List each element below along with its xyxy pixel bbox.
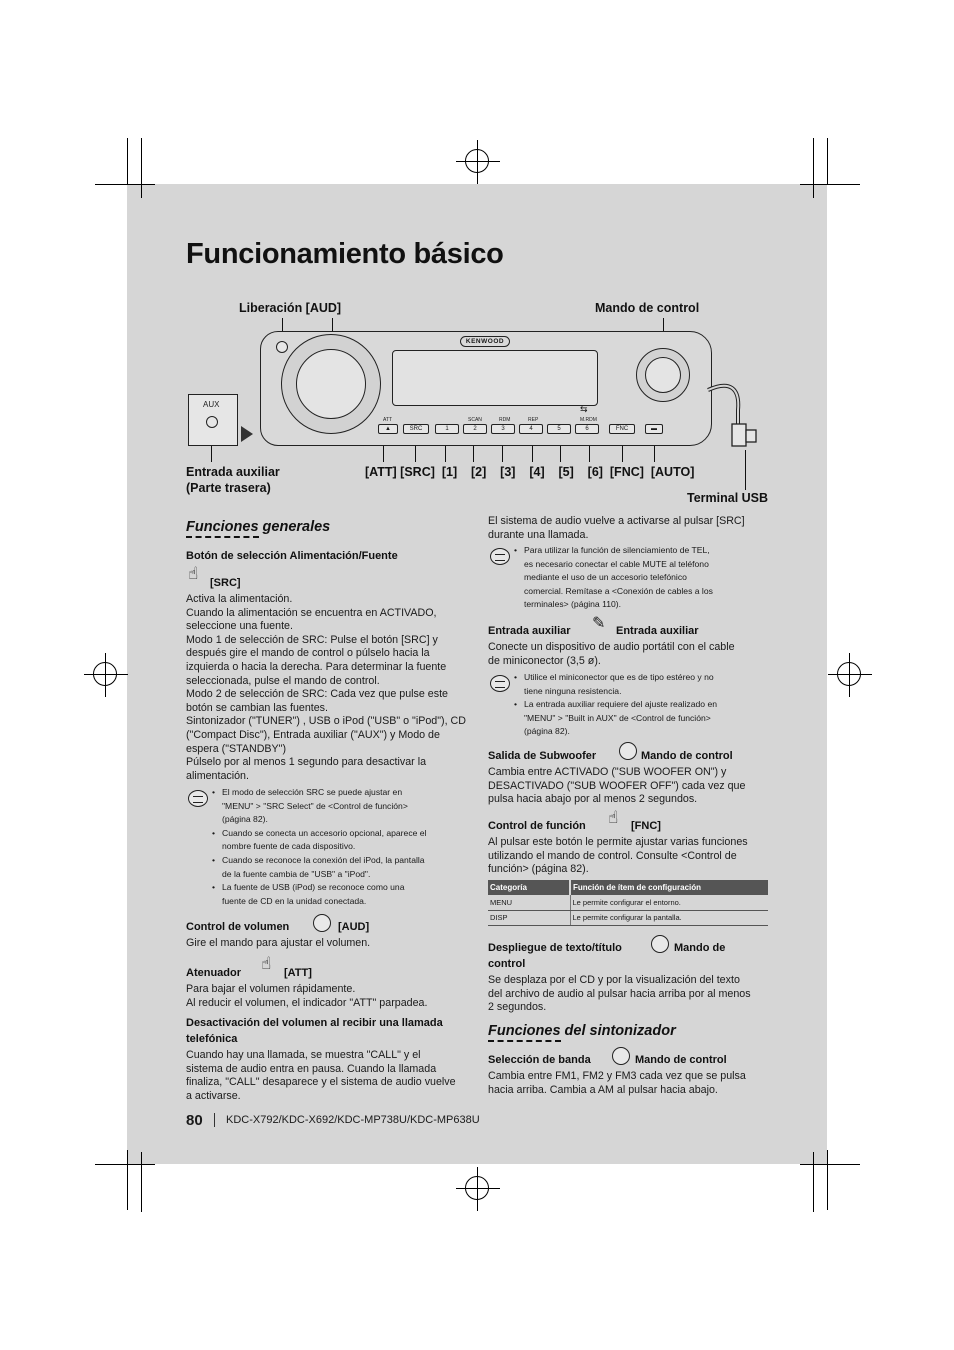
aux-jack-icon (206, 416, 218, 428)
subwoofer-key: Mando de control (641, 750, 733, 762)
aux-line: de miniconector (3,5 ø). (488, 654, 601, 667)
table-cell: MENU (488, 895, 570, 910)
scan-caption: SCAN (468, 417, 482, 423)
note-line: "MENU" > "SRC Select" de <Control de función> (222, 800, 408, 811)
scroll-heading: Despliegue de texto/título (488, 942, 622, 954)
registration-mark-icon (93, 662, 117, 686)
subwoofer-heading: Salida de Subwoofer (488, 750, 597, 762)
src-line: seleccione una fuente. (186, 620, 293, 633)
control-knob-center (645, 357, 681, 393)
note-line: "MENU" > "Built in AUX" de <Control de función> (524, 712, 711, 723)
src-line: Púlselo por al menos 1 segundo para desactivar la (186, 756, 427, 769)
volume-key: [AUD] (338, 921, 370, 933)
label-buttons: [ATT] [SRC] [1] [2] [3] [4] [5] [6] [FNC] [AUTO] (365, 465, 695, 479)
call-cont-line: El sistema de audio vuelve a activarse al pulsar [SRC] (488, 515, 745, 527)
tel-note (514, 544, 713, 612)
note-line: tiene ninguna resistencia. (524, 685, 622, 696)
aux-cable-icon: ✎ (592, 613, 606, 632)
src-line: izquierda o hacia la derecha. Para determinar la fuente (186, 660, 447, 673)
note-line: de la fuente cambia de "USB" a "iPod". (222, 868, 371, 879)
src-line: ("Compact Disc"), Entrada auxiliar ("AUX") y Modo de (186, 728, 440, 741)
att-button: ▲ (378, 424, 398, 434)
note-line: fuente de CD en la unidad conectada. (222, 895, 367, 906)
note-line: nombre fuente de cada dispositivo. (222, 841, 356, 852)
crop-mark (800, 184, 860, 185)
aux-box-label: AUX (203, 400, 220, 409)
sub-line: DESACTIVADO ("SUB WOOFER OFF") cada vez que (488, 779, 746, 792)
call-cont-line: durante una llamada. (488, 528, 589, 541)
section-title-rest: del sintonizador (560, 1023, 676, 1039)
crop-mark (95, 184, 155, 185)
src-line: seleccionada, pulse el mando de control. (186, 674, 380, 687)
footer-divider (214, 1113, 215, 1127)
note-line: • La entrada auxiliar requiere del ajuste realizado en (524, 699, 718, 710)
label-release-aud: Liberación [AUD] (239, 301, 342, 315)
att-caption: ATT (383, 417, 393, 423)
control-knob-icon (612, 1047, 630, 1065)
note-icon (490, 548, 510, 565)
call-line: a activarse. (186, 1089, 241, 1102)
crop-mark (813, 1152, 814, 1212)
subwoofer-description (488, 766, 745, 807)
note-line: • El modo de selección SRC se puede ajustar en (222, 787, 403, 797)
call-line: sistema de audio entra en pausa. Cuando la llamada (186, 1062, 437, 1075)
note-item (514, 671, 717, 698)
section-title-general (186, 519, 330, 535)
scroll-line: Se desplaza por el CD y por la visualización del texto (488, 974, 740, 986)
crop-mark (827, 1150, 828, 1210)
label-usb-terminal: Terminal USB (687, 491, 769, 505)
att-line: Para bajar el volumen rápidamente. (186, 983, 356, 995)
fnc-line: utilizando el mando de control. Consulte <Control de (488, 849, 737, 862)
scroll-line: del archivo de audio al pulsar hacia arriba por al menos (488, 987, 751, 1000)
note-line: es necesario conectar el cable MUTE al teléfono (524, 558, 709, 569)
preset-1-button: 1 (435, 424, 459, 434)
model-numbers: KDC-X792/KDC-X692/KDC-MP738U/KDC-MP638U (226, 1114, 480, 1126)
table-cell: Le permite configurar el entorno. (570, 895, 768, 910)
note-line: terminales> (página 110). (524, 599, 622, 610)
src-line: Cuando la alimentación se encuentra en ACTIVADO, (186, 606, 437, 619)
crop-mark (827, 138, 828, 184)
aux-line: Conecte un dispositivo de audio portátil con el cable (488, 641, 735, 653)
call-line: Cuando hay una llamada, se muestra "CALL" y el (186, 1049, 421, 1061)
note-icon (490, 675, 510, 692)
crop-mark (141, 138, 142, 198)
press-button-icon: ☝ (261, 954, 272, 974)
note-line: • Para utilizar la función de silenciamiento de TEL, (524, 545, 710, 555)
control-knob-icon (619, 742, 637, 760)
page-title: Funcionamiento básico (186, 238, 504, 270)
volume-description: Gire el mando para ajustar el volumen. (186, 937, 371, 949)
note-item (212, 827, 426, 854)
crop-mark (800, 1164, 860, 1165)
preset-3-button: 3 (491, 424, 515, 434)
control-knob-icon (651, 935, 669, 953)
call-line: finaliza, "CALL" desaparece y el sistema de audio vuelve (186, 1076, 456, 1089)
arrow-icon (241, 426, 253, 442)
aux-notes (514, 671, 717, 739)
crop-mark (127, 138, 128, 184)
label-control-knob: Mando de control (595, 301, 700, 315)
src-button: SRC (403, 424, 429, 434)
src-line: Activa la alimentación. (186, 593, 293, 605)
brand-logo: KENWOOD (460, 336, 510, 347)
fnc-line: función> (página 82). (488, 863, 589, 876)
scroll-heading-cont: control (488, 958, 526, 970)
note-item (514, 698, 717, 739)
note-line: • La fuente de USB (iPod) se reconoce como una (222, 882, 405, 893)
crop-mark (127, 1150, 128, 1210)
volume-heading: Control de volumen (186, 921, 290, 933)
volume-knob-center (296, 349, 366, 419)
call-heading-cont: telefónica (186, 1033, 238, 1045)
fnc-heading: Control de función (488, 820, 586, 832)
sub-line: pulsa hacia abajo por al menos 2 segundos. (488, 793, 698, 806)
band-line: Cambia entre FM1, FM2 y FM3 cada vez que se pulsa (488, 1070, 746, 1082)
crop-mark (141, 1152, 142, 1212)
band-key: Mando de control (635, 1054, 727, 1066)
display-panel (392, 350, 598, 406)
section-title-word: Funciones (488, 1023, 561, 1042)
src-description (186, 593, 466, 783)
aux-input-illustration (188, 394, 238, 446)
src-heading: Botón de selección Alimentación/Fuente (186, 550, 398, 562)
scroll-line: 2 segundos. (488, 1001, 547, 1014)
call-continued (488, 515, 745, 542)
note-item (212, 786, 426, 827)
src-line: después gire el mando de control o púlselo hacia la (186, 647, 430, 660)
src-line: Modo 2 de selección de SRC: Cada vez que pulse este (186, 688, 449, 701)
aux-heading: Entrada auxiliar (488, 625, 571, 637)
att-heading: Atenuador (186, 967, 241, 979)
preset-5-button: 5 (547, 424, 571, 434)
att-line: Al reducir el volumen, el indicador "ATT" parpadea. (186, 996, 428, 1009)
band-description (488, 1070, 746, 1097)
fnc-line: Al pulsar este botón le permite ajustar varias funciones (488, 836, 748, 848)
table-header: Categoría (488, 880, 570, 895)
release-button (276, 341, 288, 353)
registration-mark-icon (465, 149, 489, 173)
src-notes (212, 786, 426, 908)
call-description (186, 1049, 456, 1103)
src-line: botón se cambian las fuentes. (186, 701, 328, 714)
scroll-description (488, 974, 751, 1015)
crop-mark (813, 138, 814, 198)
note-line: • Cuando se conecta un accesorio opcional, aparece el (222, 827, 427, 838)
src-line: Modo 1 de selección de SRC: Pulse el botón [SRC] y (186, 633, 438, 646)
section-title-rest: generales (258, 519, 331, 535)
rdm-caption: RDM (499, 417, 511, 423)
registration-mark-icon (837, 662, 861, 686)
function-table (488, 880, 768, 926)
page-number: 80 (186, 1112, 203, 1129)
preset-6-button: 6 (575, 424, 599, 434)
preset-4-button: 4 (519, 424, 543, 434)
rotate-knob-icon (313, 914, 331, 932)
press-button-icon: ☝ (608, 808, 619, 828)
scroll-key: Mando de (674, 942, 726, 954)
src-key: [SRC] (210, 577, 241, 589)
auto-button: ▬ (645, 424, 663, 434)
note-icon (188, 790, 208, 807)
label-aux-input: Entrada auxiliar (186, 465, 280, 479)
mrdm-caption: M.RDM (580, 417, 597, 423)
att-description (186, 983, 427, 1010)
fnc-button: FNC (609, 424, 635, 434)
usb-icon: ⇆ (580, 405, 588, 415)
crop-mark (95, 1164, 155, 1165)
registration-mark-icon (465, 1176, 489, 1200)
table-header: Función de ítem de configuración (570, 880, 768, 895)
fnc-key: [FNC] (631, 820, 661, 832)
table-row (488, 910, 768, 925)
table-header-row (488, 880, 768, 895)
note-line: (página 82). (222, 814, 268, 825)
note-line: • Cuando se reconoce la conexión del iPod, la pantalla (222, 854, 425, 865)
sub-line: Cambia entre ACTIVADO ("SUB WOOFER ON") y (488, 766, 727, 778)
fnc-description (488, 836, 748, 877)
att-key: [ATT] (284, 967, 312, 979)
note-line: mediante el uso de un accesorio telefónico (524, 572, 687, 583)
note-line: • Utilice el miniconector que es de tipo estéreo y no (524, 672, 714, 682)
call-heading: Desactivación del volumen al recibir una llamada (186, 1017, 443, 1029)
src-line: alimentación. (186, 769, 249, 782)
aux-description (488, 641, 735, 668)
src-line: Sintonizador ("TUNER") , USB o iPod ("USB" o "iPod"), CD (186, 715, 466, 728)
note-line: (página 82). (524, 726, 570, 737)
aux-key: Entrada auxiliar (616, 625, 699, 637)
rep-caption: REP (528, 417, 539, 423)
label-aux-input-rear: (Parte trasera) (186, 481, 271, 495)
note-item (212, 854, 426, 881)
band-line: hacia arriba. Cambia a AM al pulsar hacia abajo. (488, 1083, 718, 1096)
table-cell: DISP (488, 910, 570, 925)
section-title-word: Funciones (186, 519, 259, 538)
table-row (488, 895, 768, 910)
table-cell: Le permite configurar la pantalla. (570, 910, 768, 925)
note-line: comercial. Remítase a <Conexión de cables a los (524, 585, 713, 596)
note-item (212, 881, 426, 908)
src-line: espera ("STANDBY") (186, 742, 287, 755)
usb-cable-illustration (700, 380, 770, 460)
press-button-icon: ☝ (188, 564, 199, 584)
preset-2-button: 2 (463, 424, 487, 434)
note-item (514, 544, 713, 612)
band-heading: Selección de banda (488, 1054, 591, 1066)
section-title-tuner (488, 1023, 676, 1039)
